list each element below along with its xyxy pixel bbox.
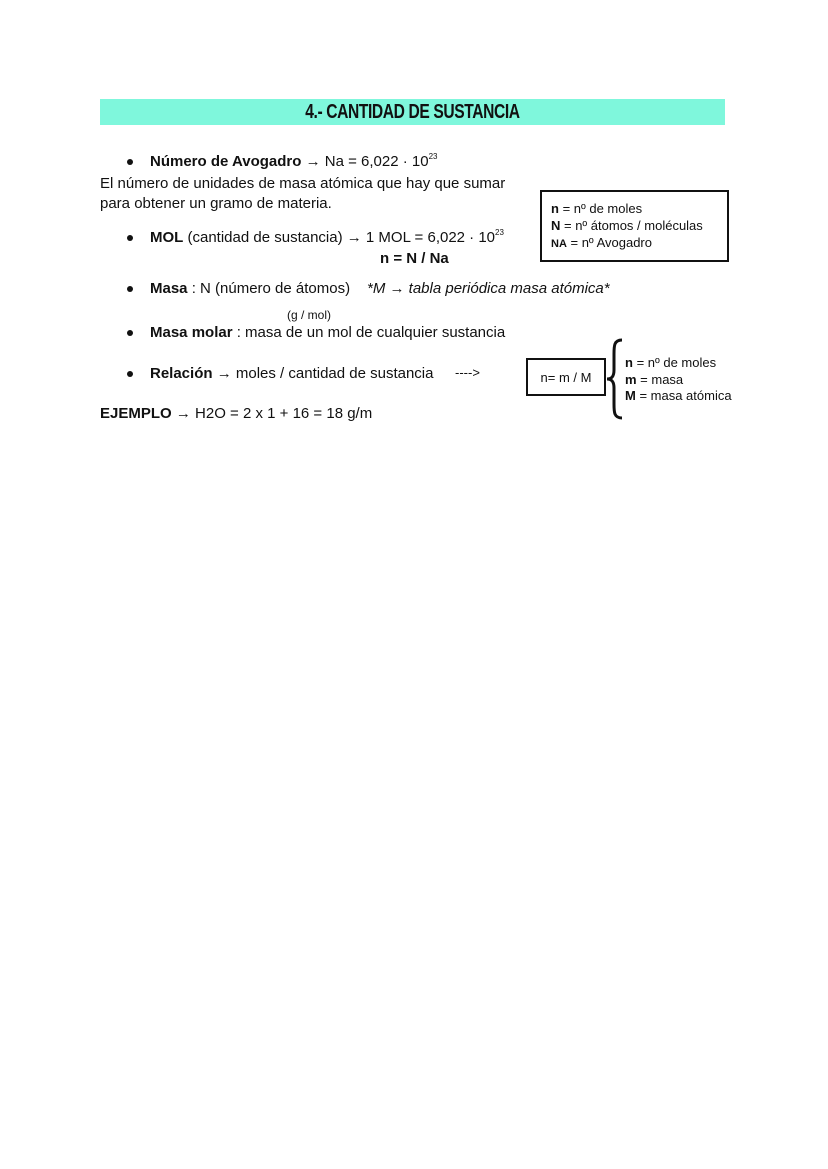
masa-molar-text: : masa de un mol de cualquier sustancia xyxy=(232,324,506,341)
definition-text: = nº átomos / moléculas xyxy=(560,218,703,233)
definitions-box xyxy=(540,190,729,262)
legend-text: = nº de moles xyxy=(632,355,717,370)
definition-key: n xyxy=(551,201,559,216)
legend-text: = masa xyxy=(636,372,684,387)
legend-M xyxy=(625,388,732,403)
legend-n xyxy=(625,355,716,370)
avogadro-exponent: 23 xyxy=(428,152,438,161)
definition-n xyxy=(551,201,642,216)
section-title-bar xyxy=(100,99,725,125)
legend-m xyxy=(625,372,683,387)
legend-key: n xyxy=(625,355,633,370)
definition-key: N xyxy=(551,218,561,233)
definition-text: = nº Avogadro xyxy=(566,235,652,250)
masa-text: : N (número de átomos) xyxy=(187,280,351,297)
bullet-dot xyxy=(127,371,133,377)
mol-formula xyxy=(380,250,449,267)
masa-molar-label: Masa molar xyxy=(150,324,233,341)
curly-brace-icon xyxy=(604,338,626,420)
legend-text: = masa atómica xyxy=(635,388,732,403)
bullet-dot xyxy=(127,235,133,241)
bullet-dot xyxy=(127,286,133,292)
avogadro-label: Número de Avogadro xyxy=(150,153,302,170)
avogadro-line xyxy=(150,153,437,170)
avogadro-description-line2: para obtener un gramo de materia. xyxy=(100,195,332,212)
ejemplo-label: EJEMPLO xyxy=(100,405,172,422)
mol-exponent: 23 xyxy=(495,228,504,237)
ejemplo-line xyxy=(100,405,372,422)
legend-key: M xyxy=(625,388,636,403)
masa-note xyxy=(367,280,610,297)
relacion-text: → moles / cantidad de sustancia xyxy=(212,365,434,382)
avogadro-description-line1: El número de unidades de masa atómica que hay que sumar xyxy=(100,175,506,192)
mol-line xyxy=(150,229,504,246)
definition-text: = nº de moles xyxy=(558,201,643,216)
masa-line xyxy=(150,280,350,297)
relacion-formula: n= m / M xyxy=(540,369,592,385)
section-title: 4.- CANTIDAD DE SUSTANCIA xyxy=(305,100,520,123)
relacion-label: Relación xyxy=(150,365,213,382)
masa-molar-unit: (g / mol) xyxy=(287,308,332,322)
relacion-line xyxy=(150,365,433,382)
mol-formula-text: n = N / Na xyxy=(380,250,449,267)
relacion-formula-box xyxy=(526,358,606,396)
definition-N xyxy=(551,218,703,233)
masa-molar-line xyxy=(150,324,505,341)
masa-note-text: *M → tabla periódica masa atómica* xyxy=(367,280,610,297)
bullet-dot xyxy=(127,159,133,165)
mol-text: (cantidad de sustancia) → 1 MOL = 6,022 · 10 xyxy=(183,229,496,246)
legend-key: m xyxy=(625,372,637,387)
ejemplo-text: → H2O = 2 x 1 + 16 = 18 g/m xyxy=(171,405,373,422)
bullet-dot xyxy=(127,330,133,336)
avogadro-formula: → Na = 6,022 · 10 xyxy=(301,153,429,170)
definition-NA xyxy=(551,235,652,250)
masa-label: Masa xyxy=(150,280,188,297)
relacion-arrow: ----> xyxy=(455,365,480,380)
mol-label: MOL xyxy=(150,229,184,246)
definition-key: NA xyxy=(551,238,567,250)
